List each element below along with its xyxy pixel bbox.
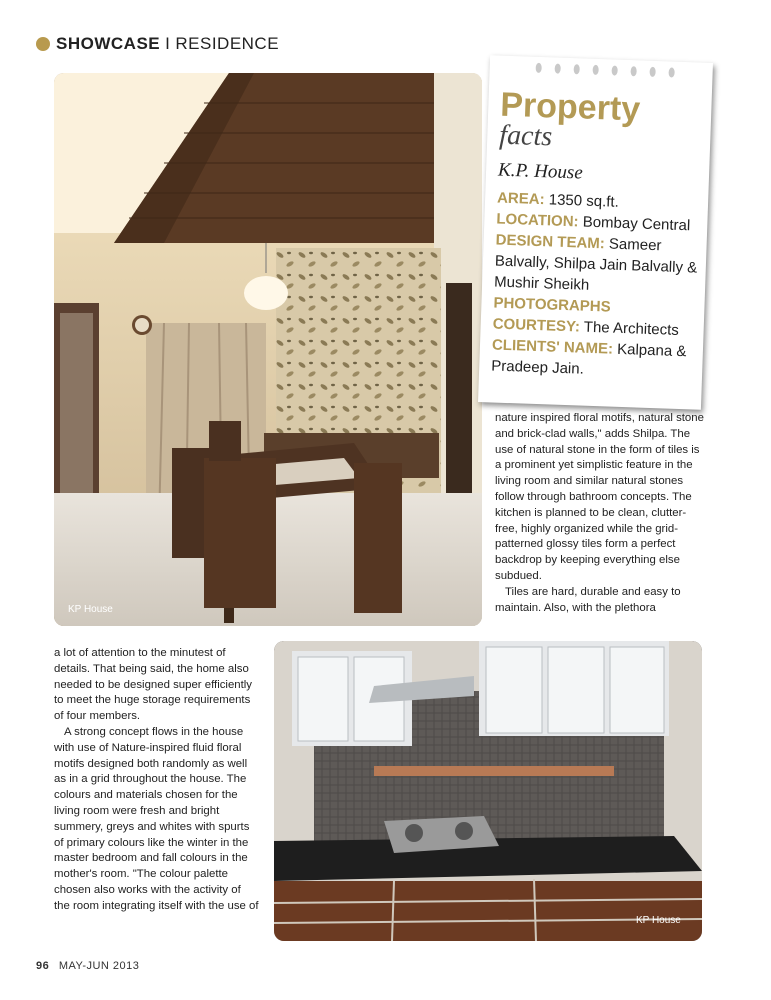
binder-holes <box>536 63 675 78</box>
kitchen-photo <box>274 641 702 941</box>
facts-title: Property <box>499 85 641 129</box>
issue-date: MAY-JUN 2013 <box>58 960 140 972</box>
fact-item: AREA: 1350 sq.ft. <box>496 189 620 211</box>
facts-list <box>491 188 705 384</box>
section-header <box>36 34 279 54</box>
article-paragraph: a lot of attention to the minutest of details. That being said, the home also needed to be designed super efficiently to meet the huge storage requirements of four members. <box>54 647 253 723</box>
article-paragraph: nature inspired floral motifs, natural stone and brick-clad walls," adds Shilpa. The use of natural stone in the form of tiles is a prominent yet simplistic feature in the living room and similar natural stones follow through bathroom concepts. The kitchen is planned to be clean, clutter-free, highly organized while the grid-patterned glossy tiles form a perfect backdrop by keeping everything else subdued. <box>495 412 704 582</box>
photo-caption: KP House <box>636 915 681 926</box>
fact-item: CLIENTS' NAME: Kalpana & Pradeep Jain. <box>490 336 687 378</box>
section-label: SHOWCASE <box>56 34 161 53</box>
article-column-left <box>54 646 259 915</box>
article-paragraph: Tiles are hard, durable and easy to maintain. Also, with the plethora <box>495 585 681 614</box>
page-footer <box>36 960 139 972</box>
fact-item: DESIGN TEAM: Sameer Balvally, Shilpa Jain Balvally & Mushir Sheikh <box>493 231 698 294</box>
section-bullet-icon <box>36 37 50 51</box>
section-separator: I <box>165 34 171 53</box>
article-column-right <box>495 411 705 616</box>
subsection-label: RESIDENCE <box>175 34 280 53</box>
fact-item: PHOTOGRAPHS COURTESY: The Architects <box>492 294 680 339</box>
house-name: K.P. House <box>497 159 584 184</box>
fact-item: LOCATION: Bombay Central <box>496 210 691 235</box>
article-paragraph: A strong concept flows in the house with use of Nature-inspired fluid floral motifs designed both randomly as well as in a grid throughout the house. The colours and materials chosen for the living room were fresh and bright summery, greys and whites with spurts of primary colours like the winter in the master bedroom and fall colours in the mother's room. "The colour palette chosen also works with the activity of the room integrating itself with the use of <box>54 725 259 912</box>
dining-room-photo <box>54 73 482 626</box>
page-number: 96 <box>36 960 50 972</box>
facts-subtitle: facts <box>498 119 553 153</box>
photo-caption: KP House <box>68 604 113 615</box>
property-facts-box <box>478 55 713 410</box>
